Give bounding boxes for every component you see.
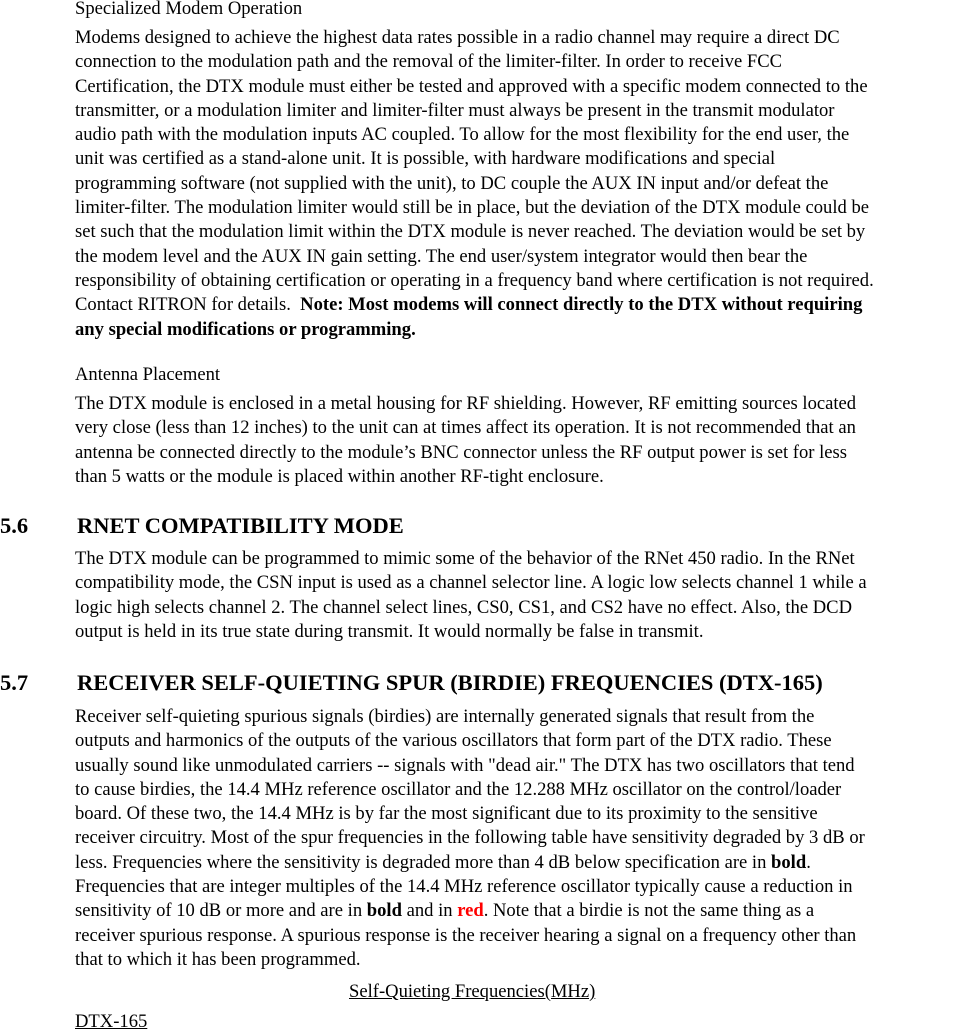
paragraph-line: than 5 watts or the module is placed within another RF-tight enclosure. xyxy=(75,465,604,487)
inline-text: and in xyxy=(401,900,458,922)
paragraph-line: the modem level and the AUX IN gain setting. The end user/system integrator would then bear the xyxy=(75,245,808,267)
paragraph-line: receiver circuitry. Most of the spur frequencies in the following table have sensitivity degraded by 3 dB or xyxy=(75,827,865,849)
paragraph-line: Certification, the DTX module must either be tested and approved with a specific modem connected to the xyxy=(75,75,868,97)
paragraph-line: usually sound like unmodulated carriers -- signals with "dead air." The DTX has two oscillators that tend xyxy=(75,754,855,776)
inline-text: . Note that a birdie is not the same thing as a xyxy=(483,900,815,922)
modem-paragraph xyxy=(75,26,968,342)
bold-note: Note: Most modems will connect directly to the DTX without requiring xyxy=(300,294,863,316)
paragraph-line: unit was certified as a stand-alone unit. It is possible, with hardware modifications and special xyxy=(75,148,776,170)
table-label: DTX-165 xyxy=(75,1011,148,1032)
paragraph-line: Modems designed to achieve the highest data rates possible in a radio channel may require a direct DC xyxy=(75,27,840,48)
contact-note: Contact RITRON for details. xyxy=(75,294,301,316)
paragraph-line xyxy=(75,293,968,317)
paragraph-line: The DTX module is enclosed in a metal housing for RF shielding. However, RF emitting sources located xyxy=(75,393,857,414)
bold-note-tail: any special modifications or programming. xyxy=(75,318,416,340)
antenna-paragraph xyxy=(75,392,968,489)
paragraph-line: that to which it has been programmed. xyxy=(75,948,361,970)
paragraph-line: very close (less than 12 inches) to the unit can at times affect its operation. It is not recommended that an xyxy=(75,417,856,439)
paragraph-line: output is held in its true state during transmit. It would normally be false in transmit. xyxy=(75,620,704,642)
paragraph-line: Frequencies that are integer multiples of the 14.4 MHz reference oscillator typically cause a reduction in xyxy=(75,876,853,898)
antenna-heading: Antenna Placement xyxy=(75,364,221,385)
bold-word: bold xyxy=(366,900,402,922)
table-caption: Self-Quieting Frequencies(MHz) xyxy=(349,981,596,1002)
section-5-6-paragraph xyxy=(75,547,968,644)
paragraph-line: programming software (not supplied with the unit), to DC couple the AUX IN input and/or defeat the xyxy=(75,172,829,194)
section-number: 5.7 xyxy=(0,670,29,695)
paragraph-line: audio path with the modulation inputs AC coupled. To allow for the most flexibility for the end user, the xyxy=(75,124,850,146)
inline-text: sensitivity of 10 dB or more and are in xyxy=(75,900,367,922)
paragraph-line: connection to the modulation path and the removal of the limiter-filter. In order to receive FCC xyxy=(75,51,783,73)
paragraph-line: Receiver self-quieting spurious signals (birdies) are internally generated signals that result from the xyxy=(75,706,815,727)
paragraph-line: responsibility of obtaining certification or operating in a frequency band where certification is not required. xyxy=(75,269,874,291)
paragraph-line: compatibility mode, the CSN input is used as a channel selector line. A logic low selects channel 1 while a xyxy=(75,572,867,594)
section-5-7-paragraph xyxy=(75,705,968,972)
paragraph-line: The DTX module can be programmed to mimic some of the behavior of the RNet 450 radio. In the RNet xyxy=(75,548,855,569)
paragraph-line: outputs and harmonics of the outputs of the various oscillators that form part of the DTX radio. These xyxy=(75,730,832,752)
paragraph-line: limiter-filter. The modulation limiter would still be in place, but the deviation of the DTX module could be xyxy=(75,197,869,219)
paragraph-line: logic high selects channel 2. The channel select lines, CS0, CS1, and CS2 have no effect. Also, the DCD xyxy=(75,596,853,618)
paragraph-line: receiver spurious response. A spurious response is the receiver hearing a signal on a frequency other than xyxy=(75,924,857,946)
paragraph-line: set such that the modulation limit within the DTX module is never reached. The deviation would be set by xyxy=(75,221,866,243)
paragraph-line: board. Of these two, the 14.4 MHz is by far the most significant due to its proximity to the sensitive xyxy=(75,803,818,825)
paragraph-line xyxy=(75,899,968,923)
section-title: RECEIVER SELF-QUIETING SPUR (BIRDIE) FREQUENCIES (DTX-165) xyxy=(77,670,823,695)
inline-text: less. Frequencies where the sensitivity is degraded more than 4 dB below specification are in xyxy=(75,851,772,873)
paragraph-line xyxy=(75,851,968,875)
red-word: red xyxy=(457,900,484,922)
section-title: RNET COMPATIBILITY MODE xyxy=(77,513,404,538)
bold-word: bold xyxy=(771,851,807,873)
paragraph-line: to cause birdies, the 14.4 MHz reference oscillator and the 12.288 MHz oscillator on the control/loader xyxy=(75,778,842,800)
section-number: 5.6 xyxy=(0,513,29,538)
paragraph-line: antenna be connected directly to the module’s BNC connector unless the RF output power is set for less xyxy=(75,441,847,463)
paragraph-line: transmitter, or a modulation limiter and limiter-filter must always be present in the transmit modulator xyxy=(75,99,835,121)
modem-heading: Specialized Modem Operation xyxy=(75,0,303,19)
inline-text: . xyxy=(806,851,811,873)
